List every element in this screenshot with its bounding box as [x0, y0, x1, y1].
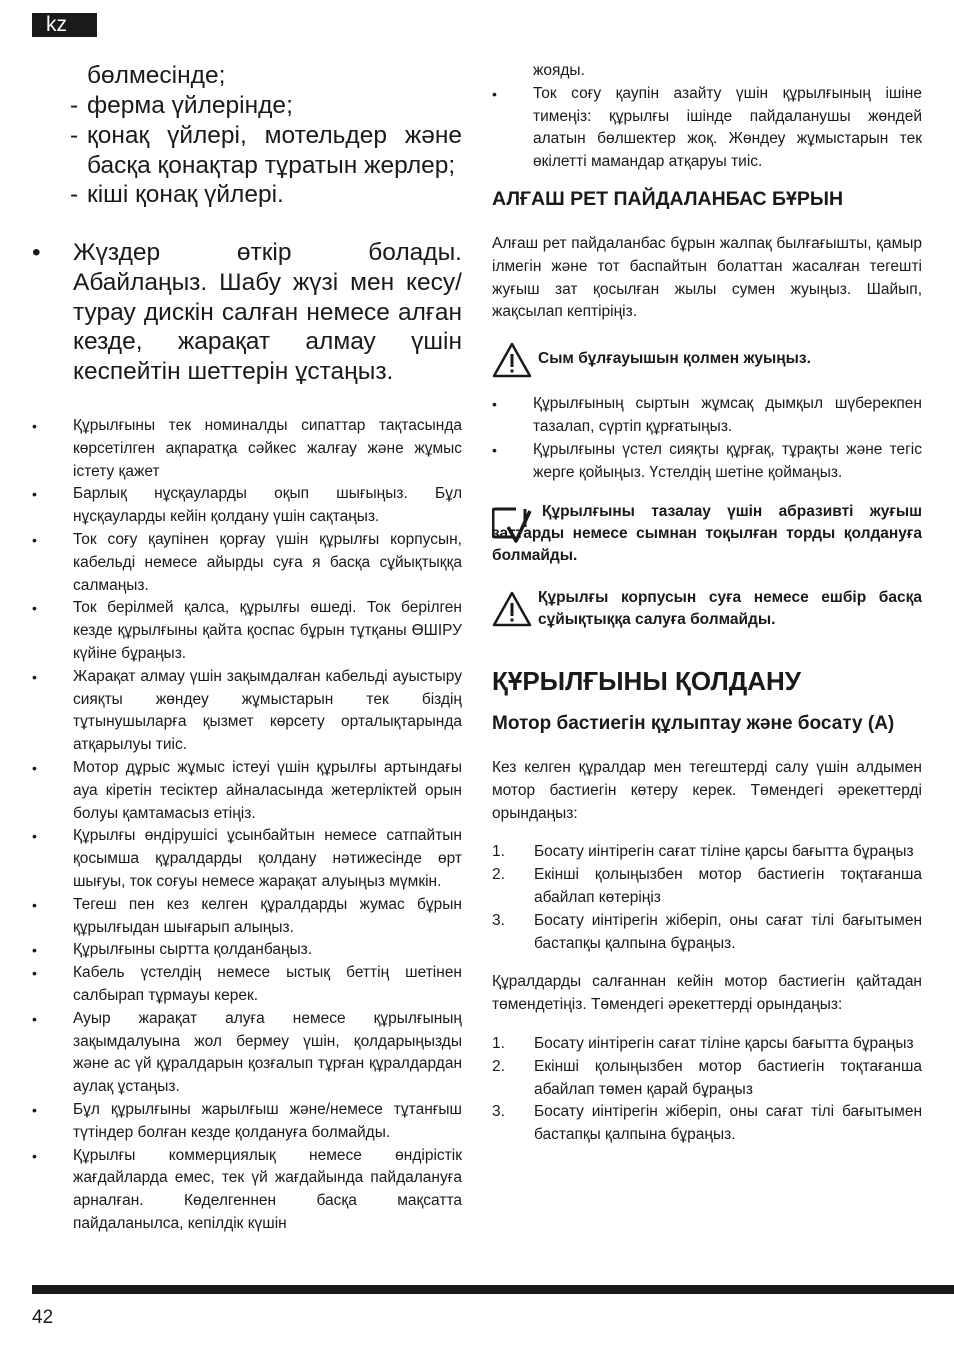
blade-warning-bullet: [32, 238, 462, 387]
usage-paragraph-2: Құралдарды салғаннан кейін мотор бастиегін қайтадан төмендетіңіз. Төмендегі әрекеттерді орындаңыз:: [492, 973, 922, 1014]
intro-line: бөлмесінде;: [87, 62, 226, 89]
page-number: 42: [32, 1307, 54, 1328]
list-item: 2. Екінші қолыңызбен мотор бастиегін тоқтағанша абайлап төмен қарай бұраңыз: [492, 1057, 922, 1098]
sublist-item: - кіші қонақ үйлері.: [70, 181, 284, 209]
blade-warning-text: Жүздер өткір болады. Абайлаңыз. Шабу жүзі мен кесу/турау дискін салған немесе алған кезде, жарақат алмау үшін кеспейтін шеттерін ұстаңыз.: [73, 239, 462, 386]
usage-paragraph-1: Кез келген құралдар мен тегештерді салу үшін алдымен мотор бастиегін көтеру керек. Төмендегі әрекеттерді орындаңыз:: [492, 759, 922, 822]
usage-section: [492, 666, 922, 1147]
list-item: • Барлық нұсқауларды оқып шығыңыз. Бұл нұсқауларды кейін қолдану үшін сақтаңыз.: [32, 485, 462, 526]
list-item: 1. Босату иінтірегін сағат тіліне қарсы бағытта бұраңыз: [492, 843, 914, 861]
list-item: • Құрылғы өндірушісі ұсынбайтын немесе сатпайтын қосымша құралдарды қолдану нәтижесінде өрт шығуы, ток соғуы немесе жарақат алуыңыз мүмкін.: [32, 827, 462, 890]
list-item: • Ток соғу қаупін азайту үшін құрылғының ішіне тимеңіз: құрылғы ішінде пайдаланушы жөндей алатын бөлшектер жоқ. Жөндеу жұмыстарын тек өкілетті мамандар атқаруы тиіс.: [492, 84, 922, 171]
usage-subheading: Мотор бастиегін құлыптау және босату (А): [492, 713, 895, 734]
before-first-use-section: [492, 187, 922, 631]
footer-rule: [32, 1285, 954, 1294]
list-item: • Кабель үстелдің немесе ыстық беттің шетінен салбырап тұрмауы керек.: [32, 964, 462, 1004]
list-item: 2. Екінші қолыңызбен мотор бастиегін тоқтағанша абайлап көтеріңіз: [492, 866, 922, 906]
list-item: • Құрылғыны сыртта қолданбаңыз.: [32, 941, 313, 959]
section-paragraph: Алғаш рет пайдаланбас бұрын жалпақ былғағышты, қамыр ілмегін және тот баспайтын болаттан жасалған тегешті жуғыш зат қосылған жылы сумен жуыңыз. Шайып, жақсылап кептіріңіз.: [492, 235, 922, 321]
list-item: • Бұл құрылғыны жарылғыш және/немесе тұтанғыш түтіндер болған кезде қолдануға болмайды.: [32, 1100, 462, 1141]
list-item: • Құрылғының сыртын жұмсақ дымқыл шүберекпен тазалап, сүртіп құрғатыңыз.: [492, 395, 922, 435]
bullet-dot: •: [32, 239, 41, 266]
warning-abrasive: Құрылғыны тазалау үшін абразивті жуғыш заттарды немесе сымнан тоқылған торды қолдануға болмайды.: [492, 503, 922, 565]
warning-whisk: Сым бұлғауышын қолмен жуыңыз.: [492, 342, 922, 378]
continued-text: [492, 60, 922, 174]
lower-steps: [492, 1033, 922, 1147]
list-item: • Құрылғы коммерциялық немесе өндірістік жағдайларда емес, тек үй жағдайында пайдалануға арналған. Көделгеннен басқа мақсатта пайдаланылса, кепілдік күшін: [32, 1146, 462, 1232]
care-bullets: [492, 393, 922, 484]
section-heading: АЛҒАШ РЕТ ПАЙДАЛАНБАС БҰРЫН: [492, 188, 844, 210]
list-item: • Ток соғу қаупінен қорғау үшін құрылғы корпусын, кабельді немесе айырды суға я басқа сұйықтыққа салмаңыз.: [32, 530, 462, 594]
sublist-item: - ферма үйлерінде;: [70, 92, 293, 119]
checkbox-check-icon: [492, 505, 538, 545]
list-item: • Жарақат алмау үшін зақымдалған кабельді ауыстыру сияқты жөндеу жұмыстарын тек біздің тұтынушыларға қызмет көрсету орталықтарында атқарылуы тиіс.: [32, 667, 462, 754]
top-bullets: [492, 83, 922, 174]
safety-bullets: [32, 415, 462, 1236]
raise-steps: [492, 841, 922, 955]
list-item: 1. Босату иінтірегін сағат тіліне қарсы бағытта бұраңыз: [492, 1034, 914, 1052]
list-item: • Тегеш пен кез келген құралдарды жумас бұрын құрылғыдан шығарып алыңыз.: [32, 895, 462, 936]
warning-triangle-icon: [492, 342, 532, 378]
list-item: • Құрылғыны үстел сияқты құрғақ, тұрақты және тегіс жерге қойыңыз. Үстелдің шетіне қоймаңыз.: [492, 440, 922, 481]
list-item: • Ауыр жарақат алуға немесе құрылғының зақымдалуына жол бермеу үшін, қолдарыңызды және ас үй құралдарын қозғалып тұрған құралдардан аулақ ұстаңыз.: [32, 1009, 462, 1096]
list-item: • Ток берілмей қалса, құрылғы өшеді. Ток берілген кезде құрылғыны қайта қоспас бұрын тұтқаны ӨШІРУ күйіне бұраңыз.: [32, 599, 462, 662]
location-sublist: [70, 91, 462, 210]
sublist-item: - қонақ үйлері, мотельдер және басқа қонақтар тұратын жерлер;: [70, 121, 462, 179]
list-item: 3. Босату иінтірегін жіберіп, оны сағат тілі бағытымен бастапқы қалпына бұраңыз.: [492, 1103, 922, 1144]
list-item: • Мотор дұрыс жұмыс істеуі үшін құрылғы артындағы ауа кіретін тесіктер айналасында жетерліктей орын болуы қамтамасыз етіңіз.: [32, 758, 462, 822]
list-item: 3. Босату иінтірегін жіберіп, оны сағат тілі бағытымен бастапқы қалпына бұраңыз.: [492, 911, 922, 952]
warning-water: Құрылғы корпусын суға немесе ешбір басқа сұйықтыққа салуға болмайды.: [492, 587, 922, 631]
intro-text: [87, 61, 462, 91]
language-badge: kz: [32, 13, 97, 37]
warning-triangle-icon: [492, 591, 532, 627]
usage-heading: ҚҰРЫЛҒЫНЫ ҚОЛДАНУ: [492, 666, 801, 696]
continued-line: жояды.: [533, 62, 585, 79]
list-item: • Құрылғыны тек номиналды сипаттар тақтасында көрсетілген ақпаратқа сәйкес жалғау және жұмыс істету қажет: [32, 417, 462, 480]
